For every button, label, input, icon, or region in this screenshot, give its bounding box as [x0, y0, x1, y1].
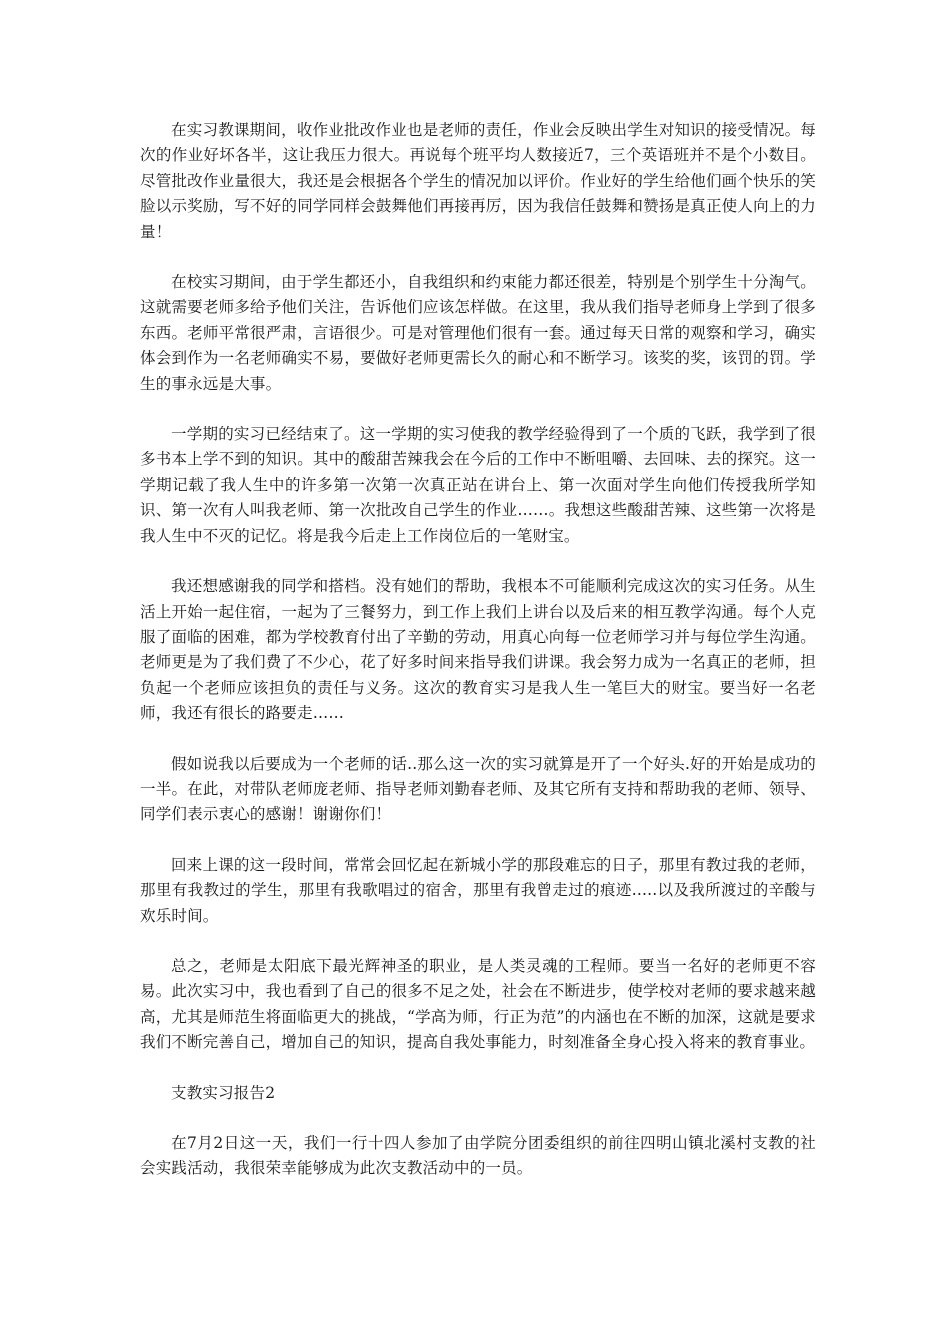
- paragraph-good-start: 假如说我以后要成为一个老师的话..那么这一次的实习就算是开了一个好头.好的开始是成功的一半。在此，对带队老师庞老师、指导老师刘勤春老师、及其它所有支持和帮助我的老师、领导、同学们表示衷心的感谢！谢谢你们！: [140, 754, 816, 824]
- document-body: [140, 118, 816, 1207]
- paragraph-homework: 在实习教课期间，收作业批改作业也是老师的责任，作业会反映出学生对知识的接受情况。每次的作业好坏各半，这让我压力很大。再说每个班平均人数接近7，三个英语班并不是个小数目。尽管批改作业量很大，我还是会根据各个学生的情况加以评价。作业好的学生给他们画个快乐的笑脸以示奖励，写不好的同学同样会鼓舞他们再接再厉，因为我信任鼓舞和赞扬是真正使人向上的力量！: [140, 121, 816, 241]
- paragraph-thanks-classmates: 我还想感谢我的同学和搭档。没有她们的帮助，我根本不可能顺利完成这次的实习任务。从生活上开始一起住宿，一起为了三餐努力，到工作上我们上讲台以及后来的相互教学沟通。每个人克服了面临的困难，都为学校教育付出了辛勤的劳动，用真心向每一位老师学习并与每位学生沟通。老师更是为了我们费了不少心，花了好多时间来指导我们讲课。我会努力成为一名真正的老师，担负起一个老师应该担负的责任与义务。这次的教育实习是我人生一笔巨大的财宝。要当好一名老师，我还有很长的路要走……: [140, 577, 816, 723]
- section-heading: 支教实习报告2: [171, 1083, 276, 1102]
- paragraph-conclusion: 总之，老师是太阳底下最光辉神圣的职业，是人类灵魂的工程师。要当一名好的老师更不容易。此次实习中，我也看到了自己的很多不足之处，社会在不断进步，使学校对老师的要求越来越高，尤其是师范生将面临更大的挑战，“学高为师，行正为范”的内涵也在不断的加深，这就是要求我们不断完善自己，增加自己的知识，提高自我处事能力，时刻准备全身心投入将来的教育事业。: [140, 956, 816, 1052]
- paragraph-memories: 回来上课的这一段时间，常常会回忆起在新城小学的那段难忘的日子，那里有教过我的老师，那里有我教过的学生，那里有我歌唱过的宿舍，那里有我曾走过的痕迹.....以及我所渡过的辛酸与欢乐时间。: [140, 855, 816, 925]
- paragraph-semester-end: 一学期的实习已经结束了。这一学期的实习使我的教学经验得到了一个质的飞跃，我学到了很多书本上学不到的知识。其中的酸甜苦辣我会在今后的工作中不断咀嚼、去回味、去的探究。这一学期记载了我人生中的许多第一次第一次真正站在讲台上、第一次面对学生向他们传授我所学知识、第一次有人叫我老师、第一次批改自己学生的作业……。我想这些酸甜苦辣、这些第一次将是我人生中不灭的记忆。将是我今后走上工作岗位后的一笔财宝。: [140, 425, 816, 545]
- paragraph-school-internship: 在校实习期间，由于学生都还小，自我组织和约束能力都还很差，特别是个别学生十分淘气。这就需要老师多给予他们关注，告诉他们应该怎样做。在这里，我从我们指导老师身上学到了很多东西。老师平常很严肃，言语很少。可是对管理他们很有一套。通过每天日常的观察和学习，确实体会到作为一名老师确实不易，要做好老师更需长久的耐心和不断学习。该奖的奖，该罚的罚。学生的事永远是大事。: [140, 273, 816, 393]
- paragraph-volunteer-teaching: 在7月2日这一天，我们一行十四人参加了由学院分团委组织的前往四明山镇北溪村支教的社会实践活动，我很荣幸能够成为此次支教活动中的一员。: [140, 1134, 816, 1178]
